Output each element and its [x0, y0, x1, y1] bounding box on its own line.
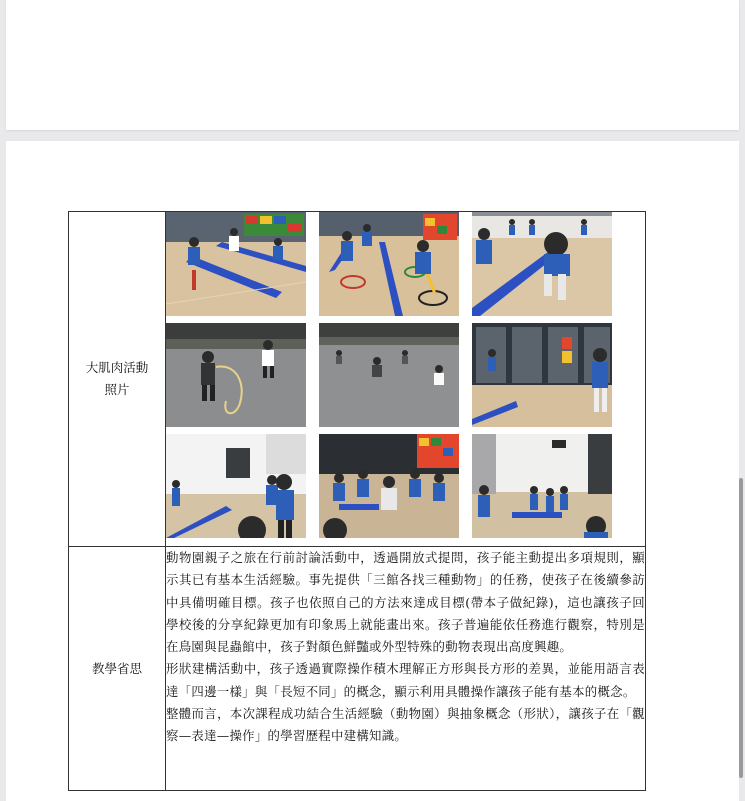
- reflection-paragraph: 動物園親子之旅在行前討論活動中，透過開放式提問，孩子能主動提出多項規則，顯示其已有基本生活經驗。事先提供「三館各找三種動物」的任務，使孩子在後續參訪中具備明確目標。孩子也依照自己的方法來達成目標(帶本子做紀錄)，這也讓孩子回學校後的分享紀錄更加有印象馬上就能畫出來。孩子普遍能依任務進行觀察，特別是在鳥園與昆蟲館中，孩子對顏色鮮豔或外型特殊的動物表現出高度興趣。: [166, 550, 645, 655]
- reflection-paragraph: 形狀建構活動中，孩子透過實際操作積木理解正方形與長方形的差異，並能用語言表達「四邊一樣」與「長短不同」的概念，顯示利用具體操作讓孩子能有基本的概念。: [166, 661, 645, 699]
- reflection-row-label: [69, 547, 166, 791]
- scrollbar-thumb[interactable]: [739, 478, 743, 778]
- reflection-paragraph: 整體而言，本次課程成功結合生活經驗（動物園）與抽象概念（形狀），讓孩子在「觀察—表達—操作」的學習歷程中建構知識。: [166, 706, 645, 744]
- reflection-text-cell: [166, 547, 646, 791]
- photo-mirror-room-beam[interactable]: [472, 323, 612, 427]
- photo-row-label: [69, 212, 166, 547]
- photo-gym-balance-beams[interactable]: [166, 212, 306, 316]
- photo-label-line2: 照片: [104, 382, 130, 397]
- photo-hall-balance[interactable]: [472, 434, 612, 538]
- photo-grid-cell: [166, 212, 646, 547]
- reflection-label: 教學省思: [91, 660, 142, 676]
- previous-page: [6, 0, 739, 130]
- photo-outdoor-rope[interactable]: [166, 323, 306, 427]
- photo-row: [69, 212, 646, 547]
- photo-grid: [166, 212, 645, 538]
- reflection-row: [69, 547, 646, 791]
- photo-gym-hoops-beams[interactable]: [319, 212, 459, 316]
- document-page: [6, 141, 739, 801]
- photo-label-line1: 大肌肉活動: [85, 360, 149, 375]
- photo-hall-group[interactable]: [319, 434, 459, 538]
- photo-gym-crawling[interactable]: [472, 212, 612, 316]
- activity-record-table: [68, 211, 646, 791]
- photo-hall-beam-line[interactable]: [166, 434, 306, 538]
- photo-outdoor-running[interactable]: [319, 323, 459, 427]
